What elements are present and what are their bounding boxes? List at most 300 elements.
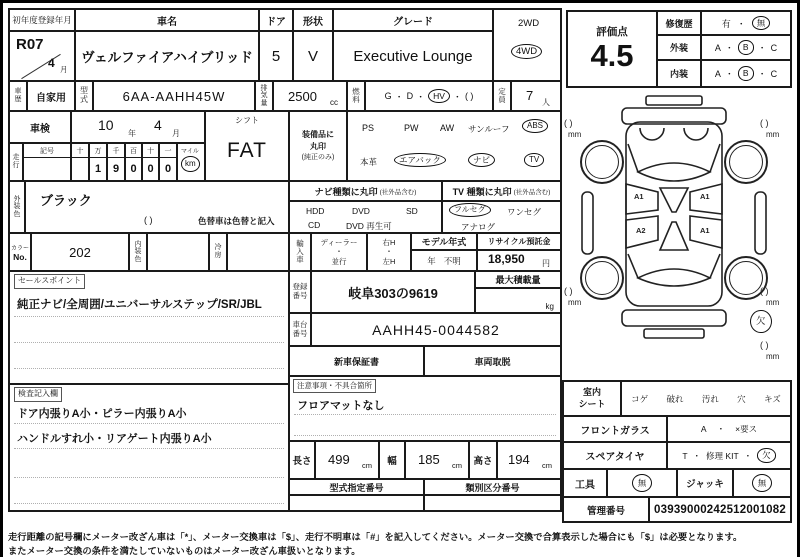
- footer-line2: [8, 543, 796, 557]
- exterior-c: C: [770, 42, 778, 53]
- spare-tire-t: T: [682, 450, 688, 461]
- door-label-text: ドア: [266, 16, 286, 28]
- footer-line1: [8, 529, 796, 543]
- chassis-no-label: [290, 314, 312, 347]
- warranty-text: 新車保証書: [333, 356, 379, 367]
- jack-label-text: ジャッキ: [686, 479, 724, 490]
- width-unit: cm: [452, 461, 462, 470]
- mileage-mile-unit: マイル: [181, 149, 199, 155]
- recycle-header: [478, 234, 560, 251]
- tv-type-values: [443, 202, 560, 234]
- tools-row: [564, 470, 790, 498]
- grade-text: Executive Lounge: [353, 47, 473, 65]
- tools-label: [564, 470, 608, 496]
- inspection-year: 10: [98, 117, 114, 133]
- repair-row: [658, 12, 790, 36]
- width-label-text: 幅: [387, 456, 397, 467]
- nav-dvd-playable: DVD 再生可: [346, 221, 392, 231]
- type-designation-text: 型式指定番号: [329, 482, 384, 493]
- first-registration-month: 4: [48, 56, 55, 70]
- width-label: [380, 442, 406, 480]
- digit-value-text: 0: [130, 162, 137, 175]
- first-registration-label-text: 初年度登録年月: [12, 15, 72, 25]
- height-label: [470, 442, 498, 480]
- measure-mm-top-left: mm: [568, 130, 582, 139]
- color-no-label: [10, 234, 32, 272]
- digit-value-text: 0: [164, 162, 172, 175]
- shift-value-text: FAT: [227, 139, 267, 162]
- interior-grade-label: [658, 61, 702, 86]
- equip-ps: PS: [362, 123, 375, 133]
- length-unit: cm: [362, 461, 372, 470]
- length-value: [316, 442, 380, 480]
- registration-no-label-text: 登録番号: [292, 282, 308, 300]
- repair-label: [658, 12, 702, 34]
- nav-type-values: [290, 202, 443, 234]
- measure-bracket-bottom-right: ( ): [760, 286, 769, 296]
- interior-dot1: ・: [724, 69, 734, 79]
- dotted-line: [14, 342, 284, 343]
- inspection-month-unit: 月: [172, 129, 180, 138]
- width-number: 185: [418, 452, 440, 467]
- model-year-header-text: モデル年式: [421, 237, 467, 247]
- color-no-label-no: No.: [13, 251, 27, 262]
- handle-cell: [368, 234, 412, 272]
- tv-fullseg-circled: フルセグ: [449, 203, 491, 217]
- shift-label: [206, 112, 288, 128]
- spare-tire-label-text: スペアタイヤ: [585, 452, 645, 463]
- measure-mm-bottom-right: mm: [766, 298, 780, 307]
- sales-point-text: 純正ナビ/全周囲/ユニバーサルステップ/SR/JBL: [17, 299, 262, 311]
- history-text: 自家用: [36, 92, 66, 104]
- damage-diagram: [558, 92, 792, 378]
- digit-header-text: 十: [147, 147, 154, 155]
- spare-tire-label: [564, 443, 668, 468]
- digit-header-text: 十: [76, 147, 84, 155]
- digit-value: [126, 158, 141, 179]
- seat-label-l1: 室内: [582, 386, 601, 397]
- length-label-text: 長さ: [292, 456, 312, 467]
- drivetrain-cell: [494, 10, 560, 82]
- grade-label-text: グレード: [393, 16, 433, 28]
- model-code-label-text: 型式: [79, 86, 88, 104]
- missing-mark-circled: 欠: [750, 310, 772, 333]
- recycle-unit: 円: [542, 259, 550, 268]
- inspection-label: [10, 112, 72, 144]
- first-registration-value: [10, 32, 76, 82]
- front-glass-a: A: [700, 424, 707, 434]
- history-value: [28, 82, 76, 112]
- mileage-symbol-text: 記号: [40, 147, 54, 155]
- measure-mm-missing: mm: [766, 352, 780, 361]
- mileage-digit-10: [143, 144, 160, 182]
- management-no-row: [564, 498, 790, 521]
- spare-tire-missing-circled: 欠: [757, 448, 776, 462]
- displacement-number: 2500: [288, 89, 317, 104]
- chassis-no-text: AAHH45-0044582: [372, 321, 500, 338]
- manual-cell: [425, 347, 560, 377]
- exterior-b-circled: B: [738, 40, 754, 54]
- front-glass-x: ×要ス: [735, 424, 758, 434]
- interior-grade-label-text: 内装: [669, 69, 688, 79]
- front-glass-row: [564, 417, 790, 443]
- import-dot: ・: [335, 247, 343, 257]
- management-no-text: 03939000242512001082: [654, 503, 786, 516]
- height-number: 194: [508, 452, 530, 467]
- interior-grade-value: [702, 61, 790, 86]
- score-cell: [568, 12, 658, 86]
- dotted-line: [294, 414, 556, 415]
- repair-no-circled: 無: [752, 16, 771, 30]
- jack-value: [734, 470, 790, 496]
- caution-line1: フロアマットなし: [297, 400, 385, 412]
- seat-label: [564, 382, 622, 415]
- inspector-notes-block: [10, 385, 290, 510]
- fuel-value: [366, 82, 494, 112]
- max-load-unit: kg: [545, 302, 554, 311]
- equip-sunroof: サンルーフ: [468, 124, 510, 134]
- model-year-unknown: 不明: [443, 255, 461, 266]
- footer-line1-text: 走行距離の記号欄にメーター改ざん車は「*」、メーター交換車は「$」、走行不明車は「#」を記入してください。メーター交換で合算表示した場合にも「$」は必要となります。: [8, 532, 743, 542]
- spare-tire-kit: 修理 KIT: [706, 450, 739, 461]
- seat-hole: 穴: [737, 393, 746, 404]
- interior-color-label: [130, 234, 148, 272]
- recycle-amount: 18,950: [488, 252, 525, 266]
- capacity-label: [494, 82, 512, 112]
- nav-dvd: DVD: [352, 206, 370, 216]
- digit-value: [72, 158, 88, 179]
- car-topview-svg: [558, 92, 792, 378]
- car-name-label-text: 車名: [157, 16, 177, 28]
- fuel-label: [348, 82, 366, 112]
- repair-label-text: 修復歴: [665, 18, 693, 29]
- caution-tag: 注意事項・不具合箇所: [293, 379, 376, 393]
- spare-tire-row: [564, 443, 790, 470]
- model-year-unit: 年: [427, 255, 436, 266]
- displacement-unit: cc: [330, 98, 338, 107]
- sales-point-block: [10, 272, 290, 385]
- shift-cell: [206, 112, 290, 182]
- model-year-header: [412, 234, 476, 251]
- digit-value-text: 9: [112, 162, 120, 175]
- footer-line2-text: またメーター交換の条件を満たしていないものはメーター改ざん車扱いとなります。: [8, 546, 361, 556]
- import-parallel: 並行: [331, 256, 347, 266]
- shift-label-text: シフト: [235, 115, 259, 125]
- page-top-border: [0, 0, 800, 3]
- digit-header: [160, 144, 176, 158]
- digit-header-text: 万: [94, 147, 102, 155]
- main-grid: [8, 8, 562, 512]
- car-name-value: [76, 32, 260, 82]
- chassis-no-value: [312, 314, 560, 347]
- inspector-note-line1: ドア内張りA小・ピラー内張りA小: [17, 408, 187, 420]
- capacity-number: 7: [526, 88, 534, 103]
- caution-block: [290, 377, 560, 442]
- equip-navi-circled: ナビ: [468, 153, 495, 167]
- nav-cd: CD: [308, 220, 321, 230]
- front-glass-value: [668, 417, 790, 441]
- height-value: [498, 442, 560, 480]
- measure-bracket-top-right: ( ): [760, 118, 769, 128]
- model-year-cell: [412, 234, 478, 272]
- manual-text: 車両取脱: [474, 356, 511, 367]
- condition-detail-box: [562, 380, 792, 523]
- door-value: [260, 32, 294, 82]
- interior-b-circled: B: [738, 66, 754, 80]
- inspector-notes-tag: 検査記入欄: [14, 387, 62, 402]
- inspection-month: 4: [154, 117, 162, 133]
- shape-text: V: [307, 47, 318, 65]
- exterior-grade-value: [702, 36, 790, 59]
- exterior-color-text: ブラック: [40, 193, 92, 208]
- digit-header: [126, 144, 141, 158]
- shift-value: [206, 128, 288, 174]
- inspector-note-line2: ハンドルすれ小・リアゲート内張りA小: [17, 433, 212, 445]
- measure-bracket-bottom-left: ( ): [564, 286, 573, 296]
- length-label: [290, 442, 316, 480]
- digit-header-text: 百: [130, 147, 137, 155]
- digit-header-text: 一: [164, 147, 172, 155]
- shape-value: [294, 32, 334, 82]
- registration-no-text: 岐阜303の9619: [348, 285, 438, 301]
- model-code-label: [76, 82, 94, 112]
- first-registration-label: [10, 10, 76, 32]
- inspection-year-unit: 年: [128, 129, 136, 138]
- color-change-paren: ( ): [144, 215, 153, 225]
- page-left-border: [0, 0, 3, 557]
- door-label: [260, 10, 294, 32]
- exterior-grade-label-text: 外装: [669, 43, 688, 53]
- tv-oneseg: ワンセグ: [507, 207, 542, 217]
- equip-airbag-circled: エアバック: [394, 153, 446, 167]
- dotted-line: [14, 503, 284, 504]
- front-glass-label-text: フロントガラス: [580, 425, 650, 437]
- front-glass-label: [564, 417, 668, 441]
- measure-mm-bottom-left: mm: [568, 298, 582, 307]
- equip-aw: AW: [440, 123, 455, 133]
- digit-header-text: 千: [112, 147, 120, 155]
- jack-label: [678, 470, 734, 496]
- ac-label: [210, 234, 228, 272]
- dotted-line: [14, 316, 284, 317]
- chassis-no-label-text: 車台番号: [292, 319, 308, 338]
- score-label: 評価点: [596, 26, 628, 39]
- dotted-line: [14, 448, 284, 449]
- color-no-label-kana: カラー: [10, 245, 29, 252]
- nav-type-header-sub: (社外品含む): [379, 188, 417, 196]
- damage-a1-right-front: A1: [700, 192, 710, 201]
- nav-sd: SD: [406, 206, 418, 216]
- grade-label: [334, 10, 494, 32]
- displacement-label-text: 排気量: [260, 84, 268, 107]
- import-dealer-cell: [312, 234, 368, 272]
- exterior-dot1: ・: [724, 43, 734, 53]
- mileage-km-circled: km: [181, 156, 200, 172]
- registration-no-value: [312, 272, 476, 314]
- repair-yes: 有: [721, 18, 731, 29]
- model-code-text: 6AA-AAHH45W: [122, 88, 226, 104]
- width-value: [406, 442, 470, 480]
- tv-type-header: [443, 182, 560, 202]
- repair-value: [702, 12, 790, 34]
- mileage-label-text: 走行: [12, 154, 20, 169]
- inspection-value: [72, 112, 206, 144]
- import-label-text: 輸入車: [296, 238, 304, 265]
- color-no-text: 202: [69, 244, 91, 260]
- seat-scratch: キズ: [763, 393, 781, 404]
- seat-stain: 汚れ: [701, 393, 719, 404]
- exterior-a: A: [714, 42, 721, 53]
- fuel-other-paren: ( ): [464, 91, 474, 101]
- nav-type-header: [290, 182, 443, 202]
- history-label-text: 車歴: [14, 88, 22, 103]
- equip-leather: 本革: [360, 157, 378, 167]
- import-dealer: ディーラー: [320, 237, 358, 247]
- recycle-cell: [478, 234, 560, 272]
- capacity-value: [512, 82, 560, 112]
- tv-analog: アナログ: [461, 222, 496, 232]
- exterior-color-value: [26, 182, 290, 234]
- car-name-text: ヴェルファイアハイブリッド: [81, 50, 253, 65]
- digit-value: [108, 158, 124, 179]
- mileage-symbol-header: [24, 144, 70, 158]
- fuel-dot2: ・: [416, 91, 426, 102]
- dotted-line: [14, 477, 284, 478]
- seat-values: [622, 382, 790, 415]
- type-designation-value: [290, 496, 425, 510]
- seat-burn: コゲ: [631, 393, 649, 404]
- digit-value-text: 1: [94, 162, 102, 175]
- seat-tear: 破れ: [666, 393, 684, 404]
- max-load-header-text: 最大積載量: [495, 275, 541, 285]
- door-count: 5: [271, 47, 281, 65]
- mileage-digit-1k: [108, 144, 126, 182]
- digit-header: [143, 144, 158, 158]
- capacity-unit: 人: [542, 98, 550, 107]
- equipment-grid: [348, 112, 560, 182]
- management-no-value: [650, 498, 790, 521]
- capacity-label-text: 定員: [498, 86, 506, 104]
- ac-label-text: 冷房: [214, 244, 222, 259]
- nav-type-header-text: ナビ種類に丸印: [314, 186, 378, 197]
- dotted-line: [14, 368, 284, 369]
- equip-pw: PW: [404, 123, 419, 133]
- tools-label-text: 工具: [575, 479, 595, 491]
- car-name-label: [76, 10, 260, 32]
- interior-grade-row: [658, 61, 790, 86]
- digit-header: [108, 144, 124, 158]
- warranty-cell: [290, 347, 425, 377]
- damage-a1-left-front: A1: [634, 192, 644, 201]
- mileage-label: [10, 144, 24, 182]
- repair-dot: ・: [736, 18, 746, 29]
- exterior-color-label: [10, 182, 26, 234]
- dotted-line: [294, 435, 556, 436]
- digit-header: [72, 144, 88, 158]
- exterior-grade-row: [658, 36, 790, 61]
- seat-label-l2: シート: [578, 398, 606, 409]
- fuel-label-text: 燃料: [352, 86, 360, 104]
- digit-value: [160, 158, 176, 179]
- import-label: [290, 234, 312, 272]
- interior-color-label-text: 内装色: [134, 240, 142, 263]
- interior-dot2: ・: [757, 69, 767, 79]
- tv-type-header-text: TV 種類に丸印: [452, 186, 512, 197]
- nav-hdd: HDD: [306, 206, 325, 216]
- management-no-label-text: 管理番号: [586, 505, 625, 517]
- digit-value: [143, 158, 158, 179]
- fuel-hv-circled: HV: [428, 89, 450, 103]
- digit-value-text: 0: [147, 162, 154, 175]
- measure-bracket-top-left: ( ): [564, 118, 573, 128]
- handle-right: 右H: [382, 237, 396, 247]
- registration-no-label: [290, 272, 312, 314]
- equipment-label-l1: 装備品に: [302, 129, 334, 139]
- model-year-value: [412, 251, 476, 270]
- measure-mm-top-right: mm: [766, 130, 780, 139]
- measure-bracket-missing: ( ): [760, 340, 769, 350]
- length-number: 499: [328, 452, 350, 467]
- tv-type-header-sub: (社外品含む): [513, 188, 551, 196]
- inspection-label-text: 車検: [30, 123, 50, 135]
- fuel-dot1: ・: [394, 91, 404, 102]
- fuel-diesel: D: [406, 91, 414, 101]
- max-load-cell: [476, 272, 560, 314]
- displacement-label: [256, 82, 274, 112]
- type-designation-header: [290, 480, 425, 496]
- first-registration-era: R07: [16, 36, 44, 53]
- damage-a2-left-rear: A2: [636, 226, 646, 235]
- mileage-unit-cell: [178, 144, 206, 182]
- seat-row: [564, 382, 790, 417]
- management-no-label: [564, 498, 650, 521]
- spare-tire-dot1: ・: [692, 450, 702, 461]
- exterior-color-label-text: 外装色: [13, 195, 21, 218]
- exterior-grade-label: [658, 36, 702, 59]
- digit-value: [90, 158, 106, 179]
- color-change-note: 色替車は色替と記入: [198, 216, 275, 226]
- mileage-digit-1: [160, 144, 178, 182]
- spare-tire-value: [668, 443, 790, 468]
- damage-a1-right-rear: A1: [700, 226, 710, 235]
- fuel-gasoline: G: [384, 91, 392, 101]
- shape-label: [294, 10, 334, 32]
- mileage-symbol-cell: [24, 144, 72, 182]
- height-unit: cm: [542, 461, 552, 470]
- mileage-digit-10k: [90, 144, 108, 182]
- recycle-header-text: リサイクル預託金: [487, 237, 551, 246]
- height-label-text: 高さ: [473, 456, 493, 467]
- model-code-value: [94, 82, 256, 112]
- interior-a: A: [714, 68, 721, 79]
- tools-none-circled: 無: [632, 474, 653, 492]
- classification-value: [425, 496, 560, 510]
- spare-tire-dot2: ・: [743, 450, 753, 461]
- grade-value: [334, 32, 494, 82]
- equip-abs-circled: ABS: [522, 119, 548, 133]
- handle-left: 左H: [382, 256, 396, 266]
- mileage-digit-100k: [72, 144, 90, 182]
- mileage-digit-100: [126, 144, 143, 182]
- fuel-dot3: ・: [452, 91, 462, 102]
- classification-text: 類別区分番号: [465, 482, 520, 493]
- exterior-dot2: ・: [757, 43, 767, 53]
- sales-point-tag: セールスポイント: [14, 274, 85, 289]
- equipment-label-l3: (純正のみ): [301, 153, 335, 161]
- evaluation-box: [566, 10, 792, 88]
- equipment-label-l2: 丸印: [310, 141, 326, 151]
- drive-4wd-circled: 4WD: [511, 44, 542, 59]
